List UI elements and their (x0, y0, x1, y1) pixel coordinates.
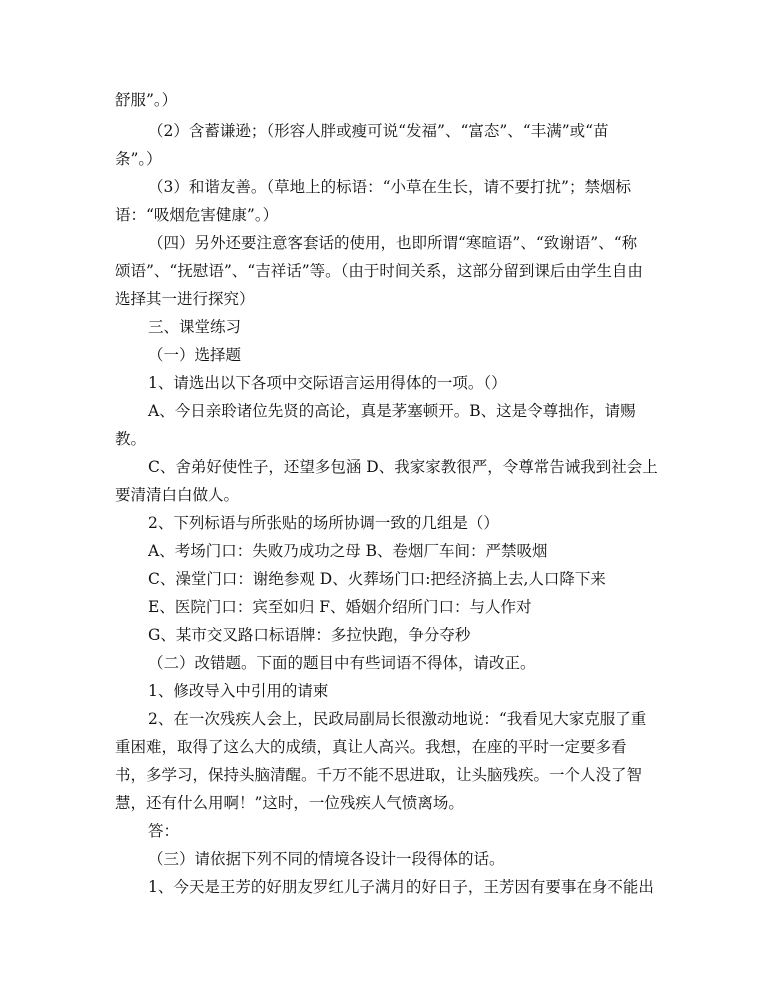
subsection-heading: （三）请依据下列不同的情境各设计一段得体的话。 (148, 850, 505, 868)
text-line: 慧，还有什么用啊！”这时，一位残疾人气愤离场。 (115, 794, 464, 812)
text-line: 条”。） (115, 150, 162, 168)
text-line: 舒服”。） (115, 91, 178, 109)
text-line: 重困难，取得了这么大的成绩，真让人高兴。我想，在座的平时一定要多看 (115, 738, 627, 756)
question-line: 2、下列标语与所张贴的场所协调一致的几组是（） (148, 514, 499, 532)
text-line: （四）另外还要注意客套话的使用，也即所谓“寒暄语”、“致谢语”、“称 (148, 234, 638, 252)
option-line: A、考场门口：失败乃成功之母 B、卷烟厂车间：严禁吸烟 (148, 542, 548, 560)
option-line: 教。 (115, 430, 147, 448)
question-line: 1、修改导入中引用的请柬 (148, 682, 329, 700)
option-line: E、医院门口：宾至如归 F、婚姻介绍所门口：与人作对 (148, 598, 532, 616)
option-line: G、某市交叉路口标语牌：多拉快跑，争分夺秒 (148, 626, 471, 644)
question-line: 2、在一次残疾人会上，民政局副局长很激动地说：“我看见大家克服了重 (148, 710, 647, 728)
subsection-heading: （一）选择题 (148, 346, 242, 364)
subsection-heading: （二）改错题。下面的题目中有些词语不得体，请改正。 (148, 654, 536, 672)
text-line: （2）含蓄谦逊；（形容人胖或瘦可说“发福”、“富态”、“丰满”或“苗 (148, 122, 609, 140)
question-line: 1、今天是王芳的好朋友罗红儿子满月的好日子，王芳因有要事在身不能出 (148, 878, 654, 896)
option-line: A、今日亲聆诸位先贤的高论，真是茅塞顿开。B、这是令尊拙作，请赐 (148, 402, 636, 420)
answer-label: 答： (148, 822, 180, 840)
question-line: 1、请选出以下各项中交际语言运用得体的一项。（） (148, 374, 507, 392)
section-heading: 三、课堂练习 (148, 318, 242, 336)
text-line: （3）和谐友善。（草地上的标语：“小草在生长，请不要打扰”；禁烟标 (148, 178, 631, 196)
text-line: 选择其一进行探究） (115, 290, 255, 308)
option-line: C、舍弟好使性子，还望多包涵 D、我家家教很严，令尊常告诫我到社会上 (148, 458, 658, 476)
text-line: 语：“吸烟危害健康”。） (115, 206, 279, 224)
option-line: 要清清白白做人。 (115, 486, 240, 504)
option-line: C、澡堂门口：谢绝参观 D、火葬场门口:把经济搞上去,人口降下来 (148, 570, 606, 588)
text-line: 书，多学习，保持头脑清醒。千万不能不思进取，让头脑残疾。一个人没了智 (115, 766, 643, 784)
text-line: 颂语”、“抚慰语”、“吉祥话”等。（由于时间关系，这部分留到课后由学生自由 (115, 262, 643, 280)
